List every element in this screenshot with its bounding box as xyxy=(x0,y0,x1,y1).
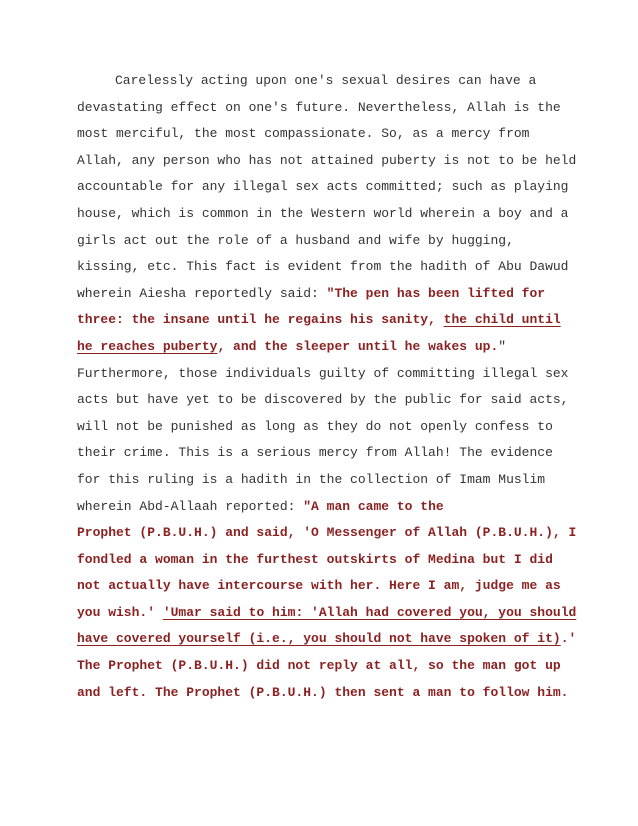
text-line xyxy=(77,680,577,707)
text-line xyxy=(77,387,577,414)
text-segment: kissing, etc. This fact is evident from the hadith of Abu Dawud xyxy=(77,259,569,275)
quote-segment: and left. The Prophet (P.B.U.H.) then sent a man to follow him. xyxy=(77,684,569,700)
text-line xyxy=(77,95,577,122)
text-line xyxy=(77,68,577,95)
text-segment: will not be punished as long as they do not openly confess to xyxy=(77,418,553,434)
text-line xyxy=(77,600,577,627)
text-segment: Carelessly acting upon one's sexual desires can have a xyxy=(115,73,537,88)
text-segment: accountable for any illegal sex acts committed; such as playing xyxy=(77,179,569,195)
quote-segment: you wish.' xyxy=(77,604,163,620)
text-line xyxy=(77,121,577,148)
text-line xyxy=(77,653,577,680)
quote-segment: not actually have intercourse with her. Here I am, judge me as xyxy=(77,578,561,594)
quote-segment: "The pen has been lifted for xyxy=(326,285,546,301)
quote-segment: fondled a woman in the furthest outskirts of Medina but I did xyxy=(77,551,553,567)
text-line xyxy=(77,148,577,175)
quote-segment: "A man came to the xyxy=(303,498,444,514)
text-segment: acts but have yet to be discovered by the public for said acts, xyxy=(77,392,569,408)
quote-segment: , and the sleeper until he wakes up. xyxy=(217,338,499,354)
text-line xyxy=(77,573,577,600)
text-line xyxy=(77,361,577,388)
text-line xyxy=(77,281,577,308)
quote-underlined-segment: 'Umar said to him: 'Allah had covered you, you should xyxy=(162,604,577,620)
quote-segment: Prophet (P.B.U.H.) and said, 'O Messenger of Allah (P.B.U.H.), I xyxy=(77,525,577,541)
text-line xyxy=(77,254,577,281)
text-line xyxy=(77,201,577,228)
text-line xyxy=(77,414,577,441)
text-line xyxy=(77,174,577,201)
text-segment: wherein Abd-Allaah reported: xyxy=(77,498,304,514)
text-line xyxy=(77,494,577,521)
text-segment: for this ruling is a hadith in the collection of Imam Muslim xyxy=(77,471,546,487)
text-line xyxy=(77,307,577,334)
text-segment: Furthermore, those individuals guilty of committing illegal sex xyxy=(77,365,569,381)
text-segment: most merciful, the most compassionate. So, as a mercy from xyxy=(77,126,530,142)
text-segment: wherein Aiesha reportedly said: xyxy=(77,285,327,301)
quote-underlined-segment: have covered yourself (i.e., you should not have spoken of it) xyxy=(77,631,561,647)
text-line xyxy=(77,520,577,547)
text-segment: Allah, any person who has not attained puberty is not to be held xyxy=(77,152,577,168)
text-segment: house, which is common in the Western world wherein a boy and a xyxy=(77,205,569,221)
text-line xyxy=(77,547,577,574)
quote-segment: .' xyxy=(560,631,577,647)
text-segment: girls act out the role of a husband and wife by hugging, xyxy=(77,232,514,248)
text-segment: " xyxy=(498,338,507,354)
quote-segment: The Prophet (P.B.U.H.) did not reply at all, so the man got up xyxy=(77,658,561,674)
text-line xyxy=(77,626,577,653)
body-text xyxy=(77,68,577,706)
text-line xyxy=(77,467,577,494)
quote-underlined-segment: he reaches puberty xyxy=(77,338,218,354)
text-segment: devastating effect on one's future. Nevertheless, Allah is the xyxy=(77,99,561,115)
quote-underlined-segment: the child until xyxy=(443,312,561,328)
text-line xyxy=(77,440,577,467)
text-line xyxy=(77,228,577,255)
text-line xyxy=(77,334,577,361)
quote-segment: three: the insane until he regains his sanity, xyxy=(77,312,444,328)
text-segment: their crime. This is a serious mercy from Allah! The evidence xyxy=(77,445,553,461)
